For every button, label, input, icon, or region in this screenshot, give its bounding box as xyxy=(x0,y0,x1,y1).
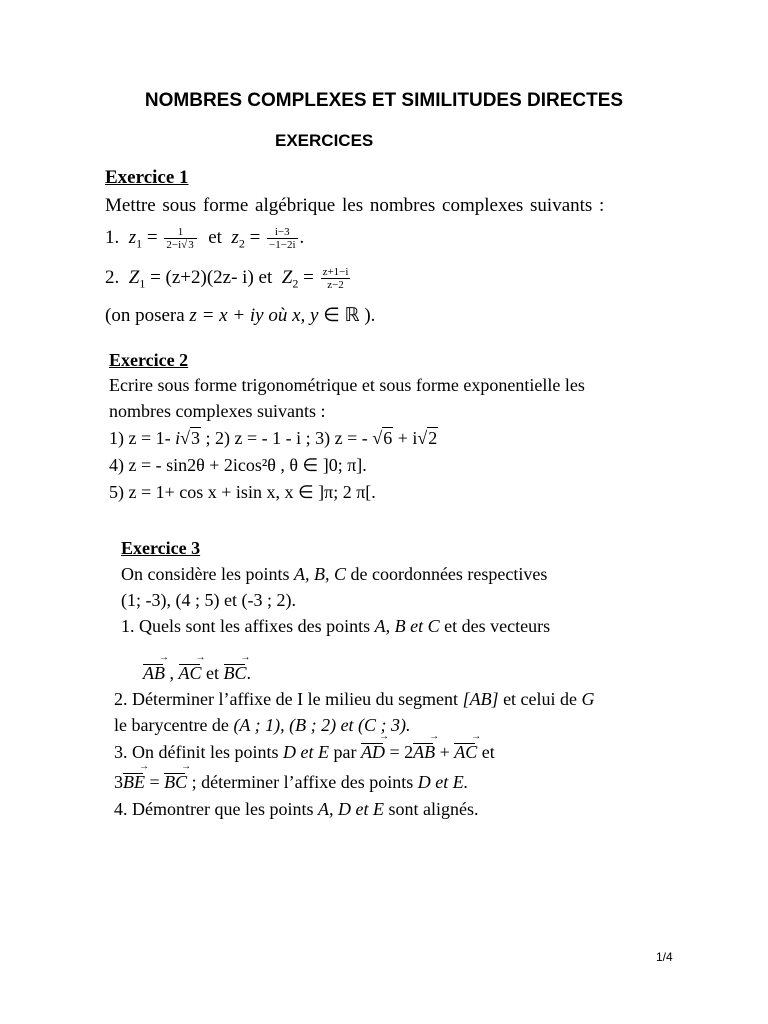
ex3-end-dot: . xyxy=(246,663,252,683)
sqrt-radicand-6: 6 xyxy=(383,428,393,448)
z1-sub: 1 xyxy=(136,236,143,251)
note-math: z = x + iy où x, y xyxy=(189,305,319,326)
ex2-l1-i: i xyxy=(175,428,181,448)
z2-symbol: z xyxy=(231,226,239,248)
vector-be: BE → xyxy=(123,772,145,793)
ex3-et: et xyxy=(201,663,224,683)
fraction-z1 xyxy=(164,226,196,251)
exercise-3-line-1 xyxy=(121,564,547,585)
sqrt-symbol: √3 xyxy=(181,239,194,251)
ex2-l1-part-b: ; 2) z = - 1 - i ; 3) z = - xyxy=(201,428,373,448)
fraction-Z2 xyxy=(321,266,351,291)
Z2-symbol: Z xyxy=(281,266,293,288)
vector-ab: AB → xyxy=(143,663,165,684)
ex3-l3-b: et des vecteurs xyxy=(439,616,551,636)
ex3-l7-e: et xyxy=(477,742,495,762)
ex3-l5-a: 2. Déterminer l’affixe de I le milieu du segment xyxy=(114,689,463,709)
exercise-2-intro-line-2: nombres complexes suivants : xyxy=(109,401,326,421)
ex3-l7-points: D et E xyxy=(283,742,329,762)
exercise-3-vectors-line xyxy=(143,663,251,684)
exercise-2-intro-line-1: Ecrire sous forme trigonométrique et sous forme exponentielle les xyxy=(109,375,585,395)
Z1-sub: 1 xyxy=(139,276,146,291)
z1-symbol: z xyxy=(128,226,137,248)
q1-dot: . xyxy=(299,226,305,248)
vector-ad: AD → xyxy=(361,742,385,763)
sqrt-radicand: 3 xyxy=(188,239,194,251)
vector-ac: AC → xyxy=(179,663,202,684)
ex3-l7-b: par xyxy=(328,742,361,762)
ex3-l8-a: 3 xyxy=(114,772,123,792)
ex3-l5-b: et celui de xyxy=(498,689,582,709)
sqrt-symbol-6: √6 xyxy=(372,428,393,448)
ex3-l5-g: G xyxy=(581,689,595,709)
ex3-l1-a: On considère les points xyxy=(121,564,294,584)
vector-ac-2: AC → xyxy=(454,742,477,763)
exercise-2-line-1 xyxy=(109,428,438,449)
exercise-2-line-2: 4) z = - sin2θ + 2icos²θ , θ ∈ ]0; π]. xyxy=(109,455,367,475)
exercise-3-line-7 xyxy=(114,742,495,763)
ex3-l1-points: A, B, C xyxy=(293,564,346,584)
Z2-sub: 2 xyxy=(292,276,299,291)
ex3-l3-a: 1. Quels sont les affixes des points xyxy=(121,616,375,636)
exercise-1-intro: Mettre sous forme algébrique les nombres complexes suivants : xyxy=(105,195,605,216)
ex3-l5-segment: [AB] xyxy=(462,689,499,709)
fraction-Z2-num: z+1−i xyxy=(322,266,349,278)
ex2-l1-part-c: + i xyxy=(393,428,418,448)
ex3-l7-a: 3. On définit les points xyxy=(114,742,283,762)
Z1-symbol: Z xyxy=(128,266,140,288)
fraction-z2-num: i−3 xyxy=(274,226,290,238)
sqrt-radicand-3: 3 xyxy=(191,428,201,448)
exercise-3-line-9 xyxy=(114,799,478,820)
ex3-l7-d: + xyxy=(435,742,455,762)
ex3-l9-points: A, D et E xyxy=(317,799,384,819)
sqrt-radicand-2: 2 xyxy=(428,428,438,448)
vector-bc-2: BC → xyxy=(164,772,187,793)
exercise-2-heading: Exercice 2 xyxy=(109,350,189,370)
ex3-l3-points: A, B et C xyxy=(374,616,440,636)
ex3-l7-c: = 2 xyxy=(384,742,414,762)
page-subtitle: EXERCICES xyxy=(275,131,374,150)
ex3-l8-b: = xyxy=(145,772,165,792)
exercise-2-line-3: 5) z = 1+ cos x + isin x, x ∈ ]π; 2 π[. xyxy=(109,482,376,502)
ex3-sep: , xyxy=(165,663,179,683)
exercise-1-question-2 xyxy=(105,266,352,292)
exercise-3-line-6 xyxy=(114,715,411,736)
exercise-3-line-2: (1; -3), (4 ; 5) et (-3 ; 2). xyxy=(121,590,296,610)
sqrt-symbol-3: √3 xyxy=(180,428,201,448)
exercise-3-line-5 xyxy=(114,689,595,710)
q2-expression: = (z+2)(2z- i) et xyxy=(150,266,273,288)
note-text: (on posera xyxy=(105,305,190,326)
ex3-l6-a: le barycentre de xyxy=(114,715,234,735)
page-title: NOMBRES COMPLEXES ET SIMILITUDES DIRECTES xyxy=(144,90,624,111)
fraction-z2 xyxy=(267,226,297,251)
ex3-l9-a: 4. Démontrer que les points xyxy=(114,799,318,819)
et-word: et xyxy=(208,226,222,248)
exercise-3-line-3 xyxy=(121,616,550,637)
exercise-1-note xyxy=(105,304,375,327)
exercise-3-line-8 xyxy=(114,772,468,793)
eq-sign: = xyxy=(146,226,158,248)
sqrt-symbol-2: √2 xyxy=(417,428,438,448)
exercise-1-question-1 xyxy=(105,226,304,252)
fraction-z1-num: 1 xyxy=(177,226,184,238)
eq-sign-3: = xyxy=(303,266,314,288)
vector-bc: BC → xyxy=(224,663,247,684)
note-end: ∈ ℝ ). xyxy=(318,305,376,326)
fraction-z1-den xyxy=(164,238,196,251)
fraction-z1-den-text: 2−i xyxy=(166,239,182,251)
q1-prefix: 1. xyxy=(105,226,120,248)
z2-sub: 2 xyxy=(238,236,245,251)
ex3-l9-b: sont alignés. xyxy=(383,799,479,819)
ex3-l8-c: ; déterminer l’affixe des points xyxy=(187,772,418,792)
ex3-l1-b: de coordonnées respectives xyxy=(345,564,548,584)
q2-prefix: 2. xyxy=(105,266,120,288)
page-number: 1/4 xyxy=(656,950,673,964)
exercise-3-heading: Exercice 3 xyxy=(121,538,201,558)
fraction-Z2-den: z−2 xyxy=(321,278,351,291)
vector-ab-2: AB → xyxy=(413,742,435,763)
exercise-1-heading: Exercice 1 xyxy=(105,167,189,188)
eq-sign-2: = xyxy=(249,226,261,248)
ex3-l6-b: (A ; 1), (B ; 2) et (C ; 3). xyxy=(233,715,411,735)
ex3-l8-points: D et E. xyxy=(417,772,469,792)
ex2-l1-part-a: 1) z = 1- xyxy=(109,428,176,448)
fraction-z2-den: −1−2i xyxy=(269,239,296,251)
